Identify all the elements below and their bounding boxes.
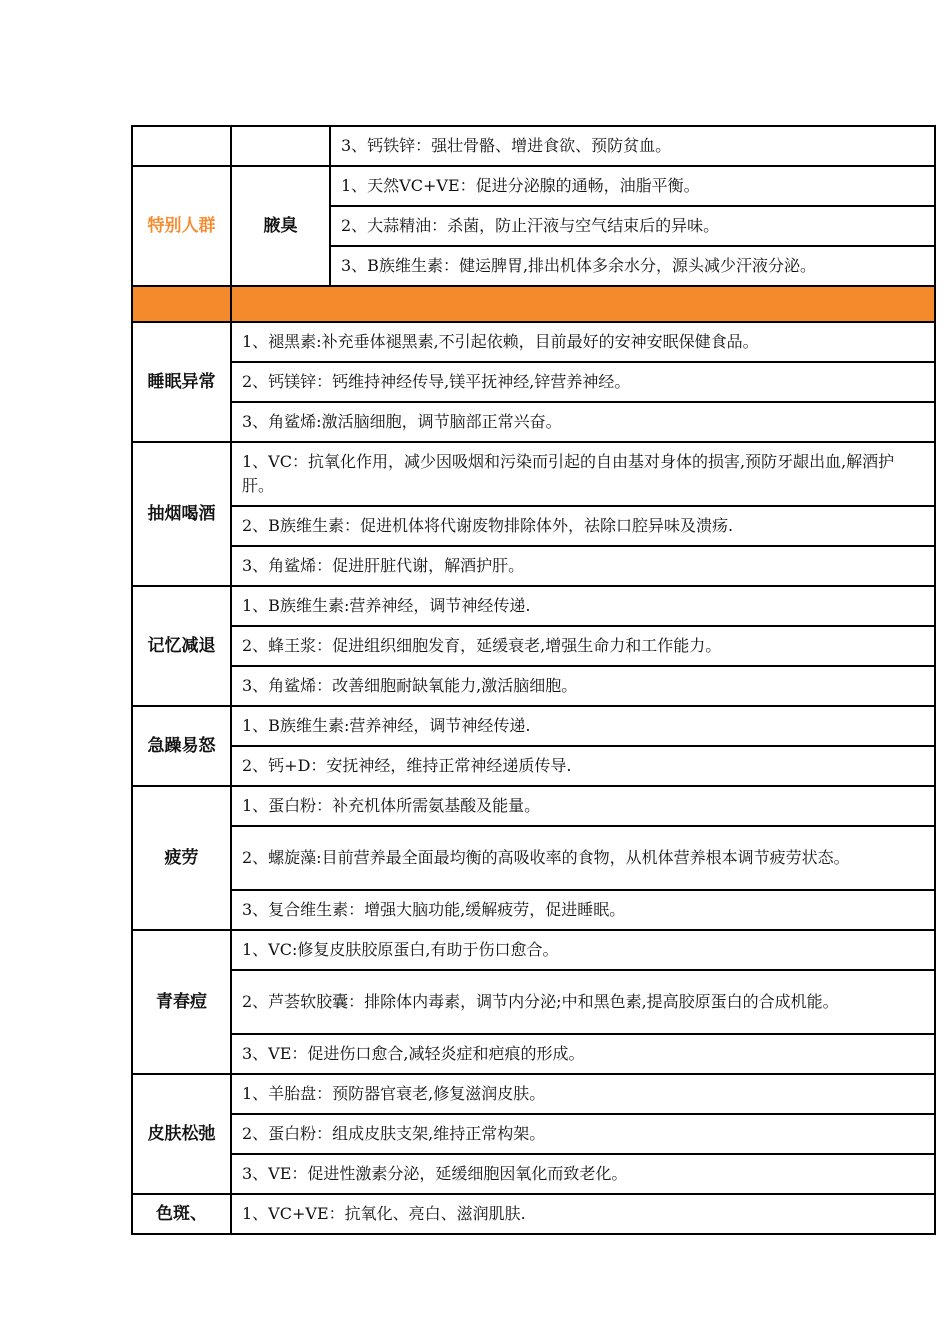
item-cell: 1、VC：抗氧化作用，减少因吸烟和污染而引起的自由基对身体的损害,预防牙龈出血,解酒护肝。	[231, 442, 935, 506]
category-cell: 急躁易怒	[132, 706, 231, 786]
item-cell: 1、B族维生素:营养神经，调节神经传递.	[231, 586, 935, 626]
item-cell: 2、螺旋藻:目前营养最全面最均衡的高吸收率的食物，从机体营养根本调节疲劳状态。	[231, 826, 935, 890]
category-cell: 青春痘	[132, 930, 231, 1074]
table-row	[132, 1114, 935, 1154]
table-row	[132, 126, 935, 166]
item-cell: 2、钙+D：安抚神经，维持正常神经递质传导.	[231, 746, 935, 786]
item-cell: 1、VC+VE：抗氧化、亮白、滋润肌肤.	[231, 1194, 935, 1234]
item-cell: 2、蜂王浆：促进组织细胞发育，延缓衰老,增强生命力和工作能力。	[231, 626, 935, 666]
table-row	[132, 1074, 935, 1114]
divider-cell	[132, 286, 231, 322]
table-row	[132, 626, 935, 666]
item-cell: 1、蛋白粉：补充机体所需氨基酸及能量。	[231, 786, 935, 826]
table-row	[132, 970, 935, 1034]
table-row	[132, 1034, 935, 1074]
category-cell: 睡眠异常	[132, 322, 231, 442]
item-cell: 1、羊胎盘：预防器官衰老,修复滋润皮肤。	[231, 1074, 935, 1114]
empty-cell	[132, 126, 231, 166]
divider-cell	[231, 286, 935, 322]
table-row	[132, 1194, 935, 1234]
table-row	[132, 826, 935, 890]
table-row	[132, 1154, 935, 1194]
empty-cell	[231, 126, 330, 166]
table-row	[132, 666, 935, 706]
supplement-table	[131, 125, 936, 1235]
item-cell: 1、VC:修复皮肤胶原蛋白,有助于伤口愈合。	[231, 930, 935, 970]
table-row	[132, 322, 935, 362]
table-row	[132, 746, 935, 786]
item-cell: 3、钙铁锌：强壮骨骼、增进食欲、预防贫血。	[330, 126, 935, 166]
table-row	[132, 546, 935, 586]
item-cell: 3、VE：促进性激素分泌，延缓细胞因氧化而致老化。	[231, 1154, 935, 1194]
table-row	[132, 706, 935, 746]
category-cell: 记忆减退	[132, 586, 231, 706]
table-row	[132, 786, 935, 826]
table-row	[132, 930, 935, 970]
category-cell: 色斑、	[132, 1194, 231, 1234]
table-row	[132, 362, 935, 402]
item-cell: 1、天然VC+VE：促进分泌腺的通畅，油脂平衡。	[330, 166, 935, 206]
item-cell: 3、角鲨烯:激活脑细胞，调节脑部正常兴奋。	[231, 402, 935, 442]
table-row	[132, 166, 935, 206]
category-cell: 疲劳	[132, 786, 231, 930]
item-cell: 3、复合维生素：增强大脑功能,缓解疲劳，促进睡眠。	[231, 890, 935, 930]
category-cell: 皮肤松弛	[132, 1074, 231, 1194]
item-cell: 3、VE：促进伤口愈合,减轻炎症和疤痕的形成。	[231, 1034, 935, 1074]
item-cell: 2、B族维生素：促进机体将代谢废物排除体外，祛除口腔异味及溃疡.	[231, 506, 935, 546]
item-cell: 3、B族维生素：健运脾胃,排出机体多余水分，源头减少汗液分泌。	[330, 246, 935, 286]
item-cell: 2、钙镁锌：钙维持神经传导,镁平抚神经,锌营养神经。	[231, 362, 935, 402]
table-row	[132, 586, 935, 626]
section-divider-row	[132, 286, 935, 322]
item-cell: 3、角鲨烯：促进肝脏代谢，解酒护肝。	[231, 546, 935, 586]
item-cell: 2、蛋白粉：组成皮肤支架,维持正常构架。	[231, 1114, 935, 1154]
category-cell: 抽烟喝酒	[132, 442, 231, 586]
category-cell: 特别人群	[132, 166, 231, 286]
item-cell: 3、角鲨烯：改善细胞耐缺氧能力,激活脑细胞。	[231, 666, 935, 706]
subcategory-cell: 腋臭	[231, 166, 330, 286]
item-cell: 2、大蒜精油：杀菌，防止汗液与空气结束后的异味。	[330, 206, 935, 246]
item-cell: 1、褪黑素:补充垂体褪黑素,不引起依赖，目前最好的安神安眠保健食品。	[231, 322, 935, 362]
table-row	[132, 506, 935, 546]
table-row	[132, 890, 935, 930]
item-cell: 2、芦荟软胶囊：排除体内毒素，调节内分泌;中和黑色素,提高胶原蛋白的合成机能。	[231, 970, 935, 1034]
table-row	[132, 402, 935, 442]
item-cell: 1、B族维生素:营养神经，调节神经传递.	[231, 706, 935, 746]
table-row	[132, 442, 935, 506]
